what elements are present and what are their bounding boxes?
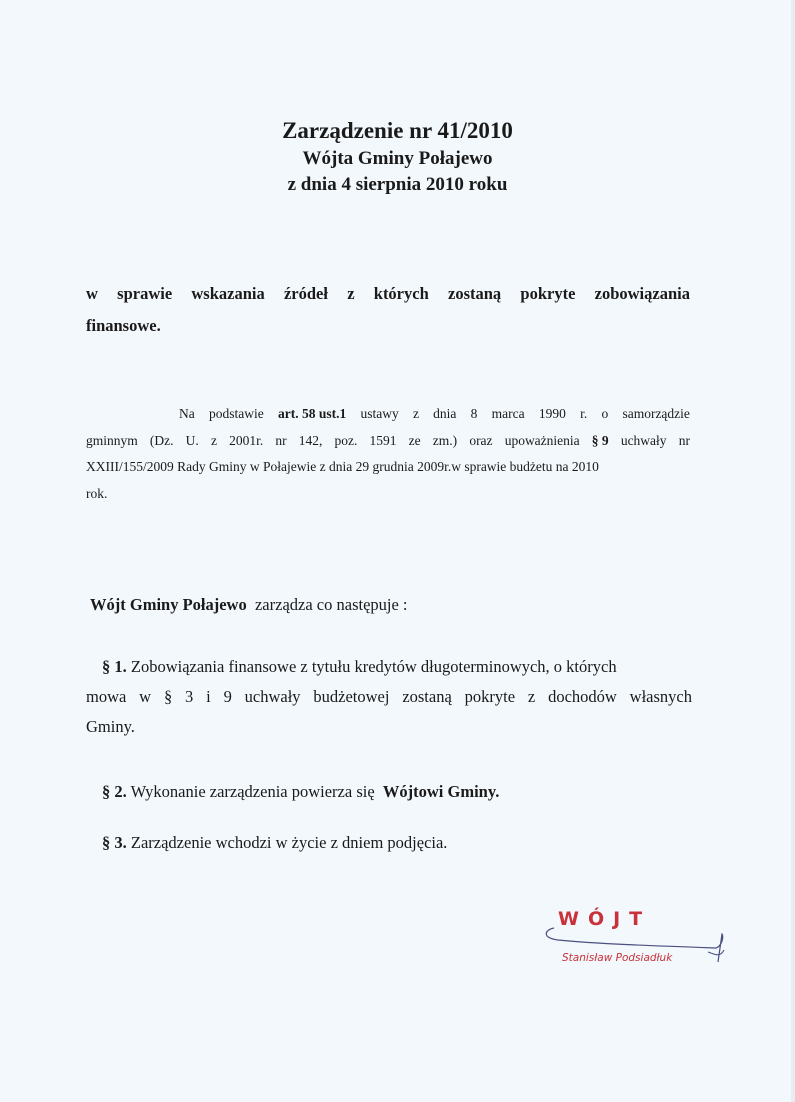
subject-word: wskazania (191, 284, 265, 303)
paragraph-word: pokryte (464, 687, 516, 706)
subject-word: sprawie (117, 284, 173, 303)
paragraph-word: z (527, 687, 536, 706)
subject-word: zostaną (448, 284, 502, 303)
paragraph-word: uchwały (244, 687, 301, 706)
subject-word: których (373, 284, 429, 303)
document-issuer: Wójta Gminy Połajewo (302, 148, 493, 169)
basis-line-3: XXIII/155/2009 Rady Gminy w Połajewie z dnia 29 grudnia 2009r.w sprawie budżetu na 2010 (86, 459, 599, 474)
document-header (0, 116, 795, 198)
basis-line-1 (86, 401, 690, 428)
paragraph-1-line-2 (86, 682, 692, 712)
paragraph-word: w (139, 687, 152, 706)
paragraph-word: zostaną (402, 687, 452, 706)
authority-name: Wójt Gminy Połajewo (90, 595, 247, 614)
paragraph-mark: § 1. (102, 657, 127, 676)
subject-word: z (347, 284, 355, 303)
subject-word: zobowiązania (594, 284, 690, 303)
paragraph-1-line-1 (86, 652, 692, 682)
basis-word: zm.) (432, 432, 458, 448)
ordering-text: zarządza co następuje : (254, 595, 408, 614)
basis-word: (Dz. (149, 432, 174, 448)
basis-word: 1591 (369, 432, 397, 448)
subject-line-2: finansowe. (86, 316, 161, 335)
subject-word: w (86, 284, 98, 303)
basis-word: poz. (334, 432, 358, 448)
basis-line-2 (86, 428, 690, 455)
basis-article-ref: art. 58 ust.1 (277, 406, 347, 421)
paragraph-word: 9 (223, 687, 232, 706)
paragraph-1-line-3: Gminy. (86, 717, 135, 736)
paragraph-word: dochodów (548, 687, 617, 706)
document-title: Zarządzenie nr 41/2010 (282, 118, 513, 143)
legal-basis (86, 401, 690, 507)
document-subject (86, 278, 690, 342)
paragraph-1 (86, 652, 692, 742)
basis-word: nr (275, 432, 287, 448)
paragraph-word: i (206, 687, 211, 706)
paragraph-word: własnych (629, 687, 692, 706)
paragraph-text: Zarządzenie wchodzi w życie z dniem podjęcia. (130, 833, 448, 852)
paragraph-2 (102, 779, 499, 805)
basis-word: 142, (298, 432, 323, 448)
basis-word: gminnym (86, 432, 138, 448)
basis-paragraph-ref: § 9 (591, 432, 609, 448)
stamp-name: Stanisław Podsiadłuk (562, 952, 673, 964)
official-stamp (538, 906, 738, 976)
subject-word: pokryte (520, 284, 576, 303)
basis-line-4: rok. (86, 485, 108, 501)
basis-word: dnia (433, 406, 457, 421)
basis-word: o (601, 406, 609, 421)
basis-word: r. (580, 406, 588, 421)
paragraph-word: budżetowej (313, 687, 390, 706)
paragraph-mark: § 3. (102, 833, 127, 852)
basis-word: podstawie (208, 406, 264, 421)
paragraph-text: Zobowiązania finansowe z tytułu kredytów długoterminowych, o których (130, 657, 617, 676)
stamp-title: WÓJT (558, 908, 652, 930)
basis-word: U. (185, 432, 199, 448)
basis-word: upoważnienia (504, 432, 580, 448)
basis-word: oraz (469, 432, 493, 448)
paragraph-emphasis: Wójtowi Gminy. (382, 782, 500, 801)
basis-word: samorządzie (622, 406, 690, 421)
paragraph-3 (102, 830, 447, 856)
paragraph-word: 3 (185, 687, 194, 706)
basis-word: marca (491, 406, 525, 421)
subject-word: źródeł (283, 284, 328, 303)
basis-word: z (210, 432, 217, 448)
basis-word: ze (408, 432, 421, 448)
basis-word: z (412, 406, 419, 421)
document-date: z dnia 4 sierpnia 2010 roku (287, 174, 508, 195)
subject-line-1 (86, 278, 690, 310)
paragraph-mark: § 2. (102, 782, 127, 801)
basis-word: 1990 (538, 406, 566, 421)
basis-word: Na (179, 406, 195, 421)
paragraph-word: mowa (86, 687, 127, 706)
basis-word: 2001r. (229, 432, 264, 448)
basis-word: 8 (470, 406, 478, 421)
basis-word: nr (678, 432, 690, 448)
basis-word: ustawy (360, 406, 399, 421)
paragraph-word: § (163, 687, 173, 706)
paragraph-text: Wykonanie zarządzenia powierza się (130, 782, 375, 801)
basis-word: uchwały (620, 432, 667, 448)
ordering-clause (90, 592, 408, 618)
